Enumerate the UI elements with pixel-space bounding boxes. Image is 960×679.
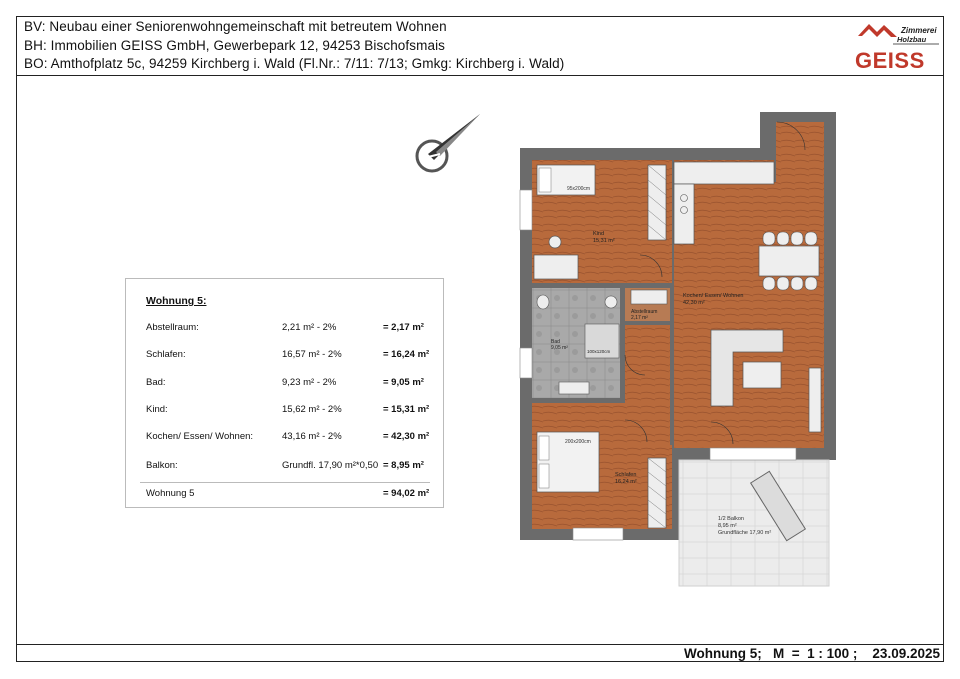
- balkon-label: 1/2 Balkon: [718, 516, 744, 522]
- company-logo: [853, 18, 943, 72]
- kind-bed-size: 95x200cm: [567, 186, 591, 192]
- table-row: [126, 431, 443, 445]
- table-total-row: [126, 488, 443, 502]
- logo-text-top: Zimmerei: [901, 26, 937, 35]
- dining-table: [759, 246, 819, 276]
- logo-brand: GEISS: [855, 48, 925, 72]
- room-calc: 15,62 m² - 2%: [282, 404, 342, 415]
- total-result: = 94,02 m²: [383, 488, 430, 499]
- table-divider: [140, 482, 430, 483]
- room-name: Kind:: [146, 404, 168, 415]
- footer-bar: [16, 644, 944, 662]
- footer-info: Wohnung 5; M = 1 : 100 ; 23.09.2025: [684, 646, 940, 661]
- room-kochen-essen-wohnen: [674, 182, 824, 448]
- location-line: BO: Amthofplatz 5c, 94259 Kirchberg i. Wald (Fl.Nr.: 7/11: 7/13; Gmkg: Kirchberg i. Wald): [24, 56, 565, 71]
- kochen-label: Kochen/ Essen/ Wohnen: [683, 293, 744, 299]
- schlaf-area: 16,24 m²: [615, 479, 637, 485]
- north-arrow-icon: [410, 110, 490, 182]
- table-row: [126, 349, 443, 363]
- table-row: [126, 377, 443, 391]
- balcony: [679, 460, 829, 586]
- bad-label: Bad: [551, 339, 560, 345]
- total-label: Wohnung 5: [146, 488, 195, 499]
- room-result: = 9,05 m²: [383, 377, 424, 388]
- room-result: = 15,31 m²: [383, 404, 430, 415]
- abstell-area: 2,17 m²: [631, 315, 648, 321]
- table-title: Wohnung 5:: [146, 295, 207, 307]
- room-result: = 16,24 m²: [383, 349, 430, 360]
- room-result: = 42,30 m²: [383, 431, 430, 442]
- kitchen-counter: [674, 162, 774, 184]
- room-calc: 2,21 m² - 2%: [282, 322, 337, 333]
- washbasin: [559, 382, 589, 394]
- room-calc: 9,23 m² - 2%: [282, 377, 337, 388]
- table-row: [126, 404, 443, 418]
- abstell-label: Abstellraum: [631, 309, 658, 315]
- room-calc: 43,16 m² - 2%: [282, 431, 342, 442]
- desk-kind: [534, 255, 578, 279]
- room-name: Bad:: [146, 377, 166, 388]
- room-calc: Grundfl. 17,90 m²*0,50: [282, 460, 379, 471]
- client-line: BH: Immobilien GEISS GmbH, Gewerbepark 12, 94253 Bischofsmais: [24, 38, 446, 53]
- room-name: Balkon:: [146, 460, 178, 471]
- floor-plan: [515, 110, 845, 590]
- room-result: = 8,95 m²: [383, 460, 424, 471]
- room-name: Schlafen:: [146, 349, 186, 360]
- room-name: Abstellraum:: [146, 322, 199, 333]
- balkon-area: 8,95 m²: [718, 523, 737, 529]
- area-table: [125, 278, 444, 508]
- toilet: [537, 295, 549, 309]
- table-row: [126, 322, 443, 336]
- room-flur: [625, 325, 672, 403]
- project-line: BV: Neubau einer Seniorenwohngemeinschaft mit betreutem Wohnen: [24, 19, 447, 34]
- kochen-area: 42,30 m²: [683, 300, 705, 306]
- table-row: [126, 460, 443, 474]
- bad-area: 9,05 m²: [551, 345, 568, 351]
- room-calc: 16,57 m² - 2%: [282, 349, 342, 360]
- balkon-grundflaeche: Grundfläche 17,90 m²: [718, 530, 772, 536]
- logo-text-sub: Holzbau: [897, 35, 927, 44]
- coffee-table: [743, 362, 781, 388]
- shower-size: 100x120cm: [587, 349, 611, 354]
- room-result: = 2,17 m²: [383, 322, 424, 333]
- schlaf-label: Schlafen: [615, 472, 637, 478]
- kind-area: 15,31 m²: [593, 238, 615, 244]
- schlaf-bed-size: 200x200cm: [565, 439, 591, 445]
- room-name: Kochen/ Essen/ Wohnen:: [146, 431, 254, 442]
- kind-label: Kind: [593, 231, 605, 237]
- tv-board: [809, 368, 821, 432]
